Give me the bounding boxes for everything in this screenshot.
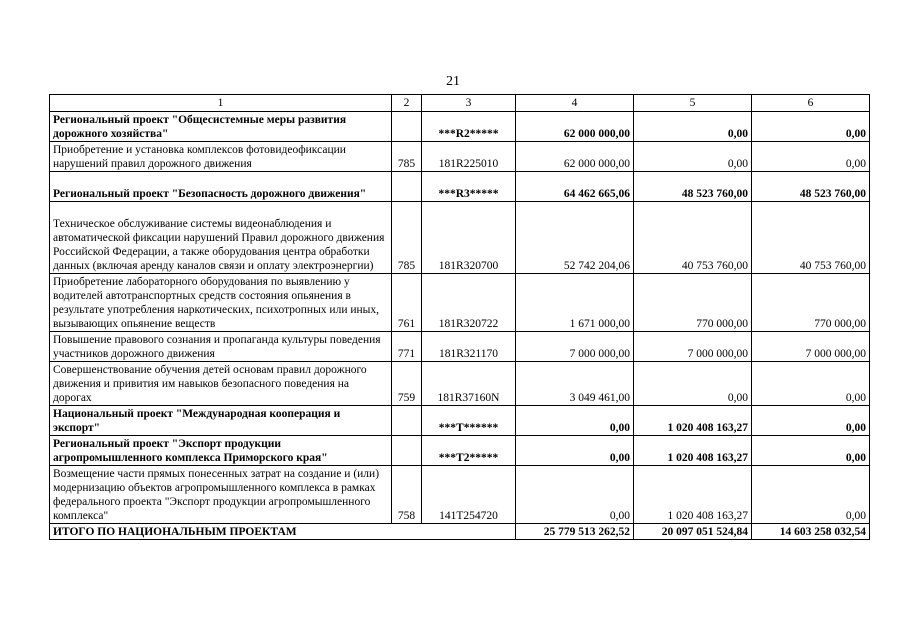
- admin-code: 785: [392, 202, 422, 274]
- amount-col-4: 62 000 000,00: [516, 142, 634, 172]
- target-article-code: 181R321170: [422, 332, 516, 362]
- item-name: Региональный проект "Безопасность дорожного движения": [50, 172, 392, 202]
- amount-col-4: 0,00: [516, 436, 634, 466]
- amount-col-5: 1 020 408 163,27: [634, 436, 752, 466]
- column-header-5: 5: [634, 95, 752, 112]
- admin-code: 758: [392, 466, 422, 524]
- item-name: Приобретение лабораторного оборудования по выявлению у водителей автотранспортных средств состояния опьянения в результате употребления наркотических, психотропных или иных, вызывающих опьянение веществ: [50, 274, 392, 332]
- column-number-header: [50, 95, 870, 112]
- item-name: Приобретение и установка комплексов фотовидеофиксации нарушений правил дорожного движения: [50, 142, 392, 172]
- amount-col-4: 0,00: [516, 466, 634, 524]
- item-name: Техническое обслуживание системы видеонаблюдения и автоматической фиксации нарушений Правил дорожного движения Российской Федерации, а также оборудования центра обработки данных (включая аренду каналов связи и оплату электроэнергии): [50, 202, 392, 274]
- column-header-4: 4: [516, 95, 634, 112]
- amount-col-4: 0,00: [516, 406, 634, 436]
- amount-col-5: 1 020 408 163,27: [634, 406, 752, 436]
- total-row: [50, 524, 870, 540]
- budget-table: [49, 94, 870, 540]
- amount-col-6: 40 753 760,00: [752, 202, 870, 274]
- amount-col-5: 0,00: [634, 142, 752, 172]
- amount-col-5: 0,00: [634, 362, 752, 406]
- target-article-code: 181R225010: [422, 142, 516, 172]
- amount-col-5: 48 523 760,00: [634, 172, 752, 202]
- item-name: Национальный проект "Международная кооперация и экспорт": [50, 406, 392, 436]
- admin-code: [392, 436, 422, 466]
- target-article-code: 181R37160N: [422, 362, 516, 406]
- amount-col-4: 7 000 000,00: [516, 332, 634, 362]
- item-name: Региональный проект "Экспорт продукции агропромышленного комплекса Приморского края": [50, 436, 392, 466]
- target-article-code: 181R320700: [422, 202, 516, 274]
- amount-col-6: 770 000,00: [752, 274, 870, 332]
- admin-code: 761: [392, 274, 422, 332]
- admin-code: [392, 406, 422, 436]
- total-amount-col-5: 20 097 051 524,84: [634, 524, 752, 540]
- amount-col-5: 0,00: [634, 112, 752, 142]
- amount-col-6: 7 000 000,00: [752, 332, 870, 362]
- total-amount-col-4: 25 779 513 262,52: [516, 524, 634, 540]
- admin-code: [392, 172, 422, 202]
- amount-col-6: 0,00: [752, 142, 870, 172]
- amount-col-6: 0,00: [752, 436, 870, 466]
- amount-col-4: 64 462 665,06: [516, 172, 634, 202]
- total-label: ИТОГО ПО НАЦИОНАЛЬНЫМ ПРОЕКТАМ: [50, 524, 516, 540]
- target-article-code: 181R320722: [422, 274, 516, 332]
- amount-col-5: 770 000,00: [634, 274, 752, 332]
- item-name: Региональный проект "Общесистемные меры развития дорожного хозяйства": [50, 112, 392, 142]
- amount-col-4: 1 671 000,00: [516, 274, 634, 332]
- item-name: Совершенствование обучения детей основам правил дорожного движения и привития им навыков безопасного поведения на дорогах: [50, 362, 392, 406]
- table-row: [50, 274, 870, 332]
- total-amount-col-6: 14 603 258 032,54: [752, 524, 870, 540]
- budget-table-body: [50, 95, 870, 540]
- project-row: [50, 172, 870, 202]
- target-article-code: ***T2*****: [422, 436, 516, 466]
- admin-code: 771: [392, 332, 422, 362]
- project-row: [50, 436, 870, 466]
- amount-col-4: 3 049 461,00: [516, 362, 634, 406]
- project-row: [50, 112, 870, 142]
- admin-code: 785: [392, 142, 422, 172]
- item-name: Возмещение части прямых понесенных затрат на создание и (или) модернизацию объектов агропромышленного комплекса в рамках федерального проекта "Экспорт продукции агропромышленного комплекса": [50, 466, 392, 524]
- column-header-2: 2: [392, 95, 422, 112]
- item-name: Повышение правового сознания и пропаганда культуры поведения участников дорожного движения: [50, 332, 392, 362]
- table-row: [50, 466, 870, 524]
- table-row: [50, 202, 870, 274]
- admin-code: 759: [392, 362, 422, 406]
- target-article-code: ***R3*****: [422, 172, 516, 202]
- page-number: 21: [446, 74, 460, 89]
- column-header-1: 1: [50, 95, 392, 112]
- table-row: [50, 142, 870, 172]
- amount-col-6: 48 523 760,00: [752, 172, 870, 202]
- target-article-code: ***T******: [422, 406, 516, 436]
- amount-col-5: 1 020 408 163,27: [634, 466, 752, 524]
- amount-col-5: 40 753 760,00: [634, 202, 752, 274]
- amount-col-6: 0,00: [752, 406, 870, 436]
- amount-col-6: 0,00: [752, 466, 870, 524]
- column-header-6: 6: [752, 95, 870, 112]
- amount-col-6: 0,00: [752, 362, 870, 406]
- target-article-code: ***R2*****: [422, 112, 516, 142]
- table-row: [50, 332, 870, 362]
- amount-col-6: 0,00: [752, 112, 870, 142]
- admin-code: [392, 112, 422, 142]
- target-article-code: 141T254720: [422, 466, 516, 524]
- project-row: [50, 406, 870, 436]
- amount-col-4: 62 000 000,00: [516, 112, 634, 142]
- amount-col-5: 7 000 000,00: [634, 332, 752, 362]
- amount-col-4: 52 742 204,06: [516, 202, 634, 274]
- table-row: [50, 362, 870, 406]
- column-header-3: 3: [422, 95, 516, 112]
